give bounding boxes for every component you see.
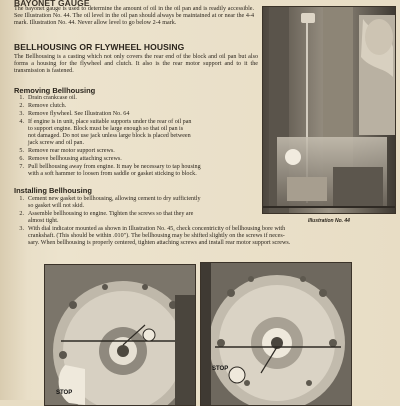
step-text-line: Pull bellhousing away from engine. It may be necessary to tap housing xyxy=(28,164,201,170)
installing-heading: Installing Bellhousing xyxy=(14,186,92,195)
bayonet-paragraph: The bayonet gauge is used to determine the amount of oil in the oil pan and is readily accessible. See Illustration No. 44. The oil level in the oil pan should always be maintained at or near the 4-4 mark. Illustration No. 44. Never allow level to go below 2-4 mark. xyxy=(14,6,254,27)
step-text-line: Cement new gasket to bellhousing, allowing cement to dry sufficiently xyxy=(28,196,201,202)
dial-indicator-image-right xyxy=(201,263,351,405)
removing-heading: Removing Bellhousing xyxy=(14,86,96,95)
step-number: 3. xyxy=(19,111,24,117)
step-number: 7. xyxy=(19,164,24,170)
step-text-line: Remove clutch. xyxy=(28,103,67,109)
step-text-line: Assemble bellhousing to engine. Tighten the screws so that they are xyxy=(28,211,194,217)
step-text-line: Remove bellhousing attaching screws. xyxy=(28,156,122,162)
step-text-line: jack screw and oil pan. xyxy=(28,140,85,146)
step-number: 4. xyxy=(19,119,24,125)
bayonet-heading: BAYONET GAUGE xyxy=(14,0,90,8)
step-text-line: With dial indicator mounted as shown in Illustration No. 45, check concentricity of bellhousing bore with xyxy=(28,226,286,232)
illustration-44-photo xyxy=(262,6,396,214)
step-item xyxy=(14,103,260,110)
step-text-line: crankshaft. (This should be within .010"). The bellhousing may be shifted slightly on the screws if neces- xyxy=(28,233,285,239)
step-text-line: almost tight. xyxy=(28,218,59,224)
step-text-line: Remove flywheel. See Illustration No. 64 xyxy=(28,111,130,117)
step-number: 1. xyxy=(19,95,24,101)
illustration-caption: Illustration No. 44 xyxy=(308,218,350,224)
step-number: 5. xyxy=(19,148,24,154)
step-text-line: so gasket will not skid. xyxy=(28,203,85,209)
step-item xyxy=(14,111,260,118)
step-number: 3. xyxy=(19,226,24,232)
step-number: 2. xyxy=(19,211,24,217)
step-text-line: Remove rear motor support screws. xyxy=(28,148,115,154)
step-text-line: If engine is in unit, place suitable supports under the rear of oil pan xyxy=(28,119,192,125)
step-item xyxy=(14,148,260,155)
flywheel-housing-photo-right xyxy=(200,262,352,406)
step-text-line: to support engine. Block must be large enough so that oil pan is xyxy=(28,126,184,132)
step-item xyxy=(14,164,260,178)
step-item xyxy=(14,226,394,247)
step-text-line: not damaged. Do not use jack unless large block is placed between xyxy=(28,133,191,139)
flywheel-housing-photo-left xyxy=(44,264,196,406)
stop-label-left: STOP xyxy=(56,390,73,396)
step-number: 1. xyxy=(19,196,24,202)
step-item xyxy=(14,156,260,163)
bellhousing-paragraph: The Bellhousing is a casting which not only covers the rear end of the block and oil pan but also forms a housing for the flywheel and clutch. It also is the rear motor support and to it the transmission is fastened. xyxy=(14,54,258,75)
step-text-line: with a soft hammer to loosen from saddle or gasket sticking to block. xyxy=(28,171,197,177)
step-number: 6. xyxy=(19,156,24,162)
step-text-line: sary. When bellhousing is properly centered, tighten attaching screws and install rear motor support screws. xyxy=(28,240,291,246)
step-item xyxy=(14,95,260,102)
step-number: 2. xyxy=(19,103,24,109)
dial-indicator-image-left xyxy=(45,265,195,405)
bellhousing-heading: BELLHOUSING OR FLYWHEEL HOUSING xyxy=(14,42,185,52)
step-item xyxy=(14,119,260,147)
stop-label-right: STOP xyxy=(212,366,229,372)
engine-dipstick-image xyxy=(263,7,395,213)
step-text-line: Drain crankcase oil. xyxy=(28,95,77,101)
